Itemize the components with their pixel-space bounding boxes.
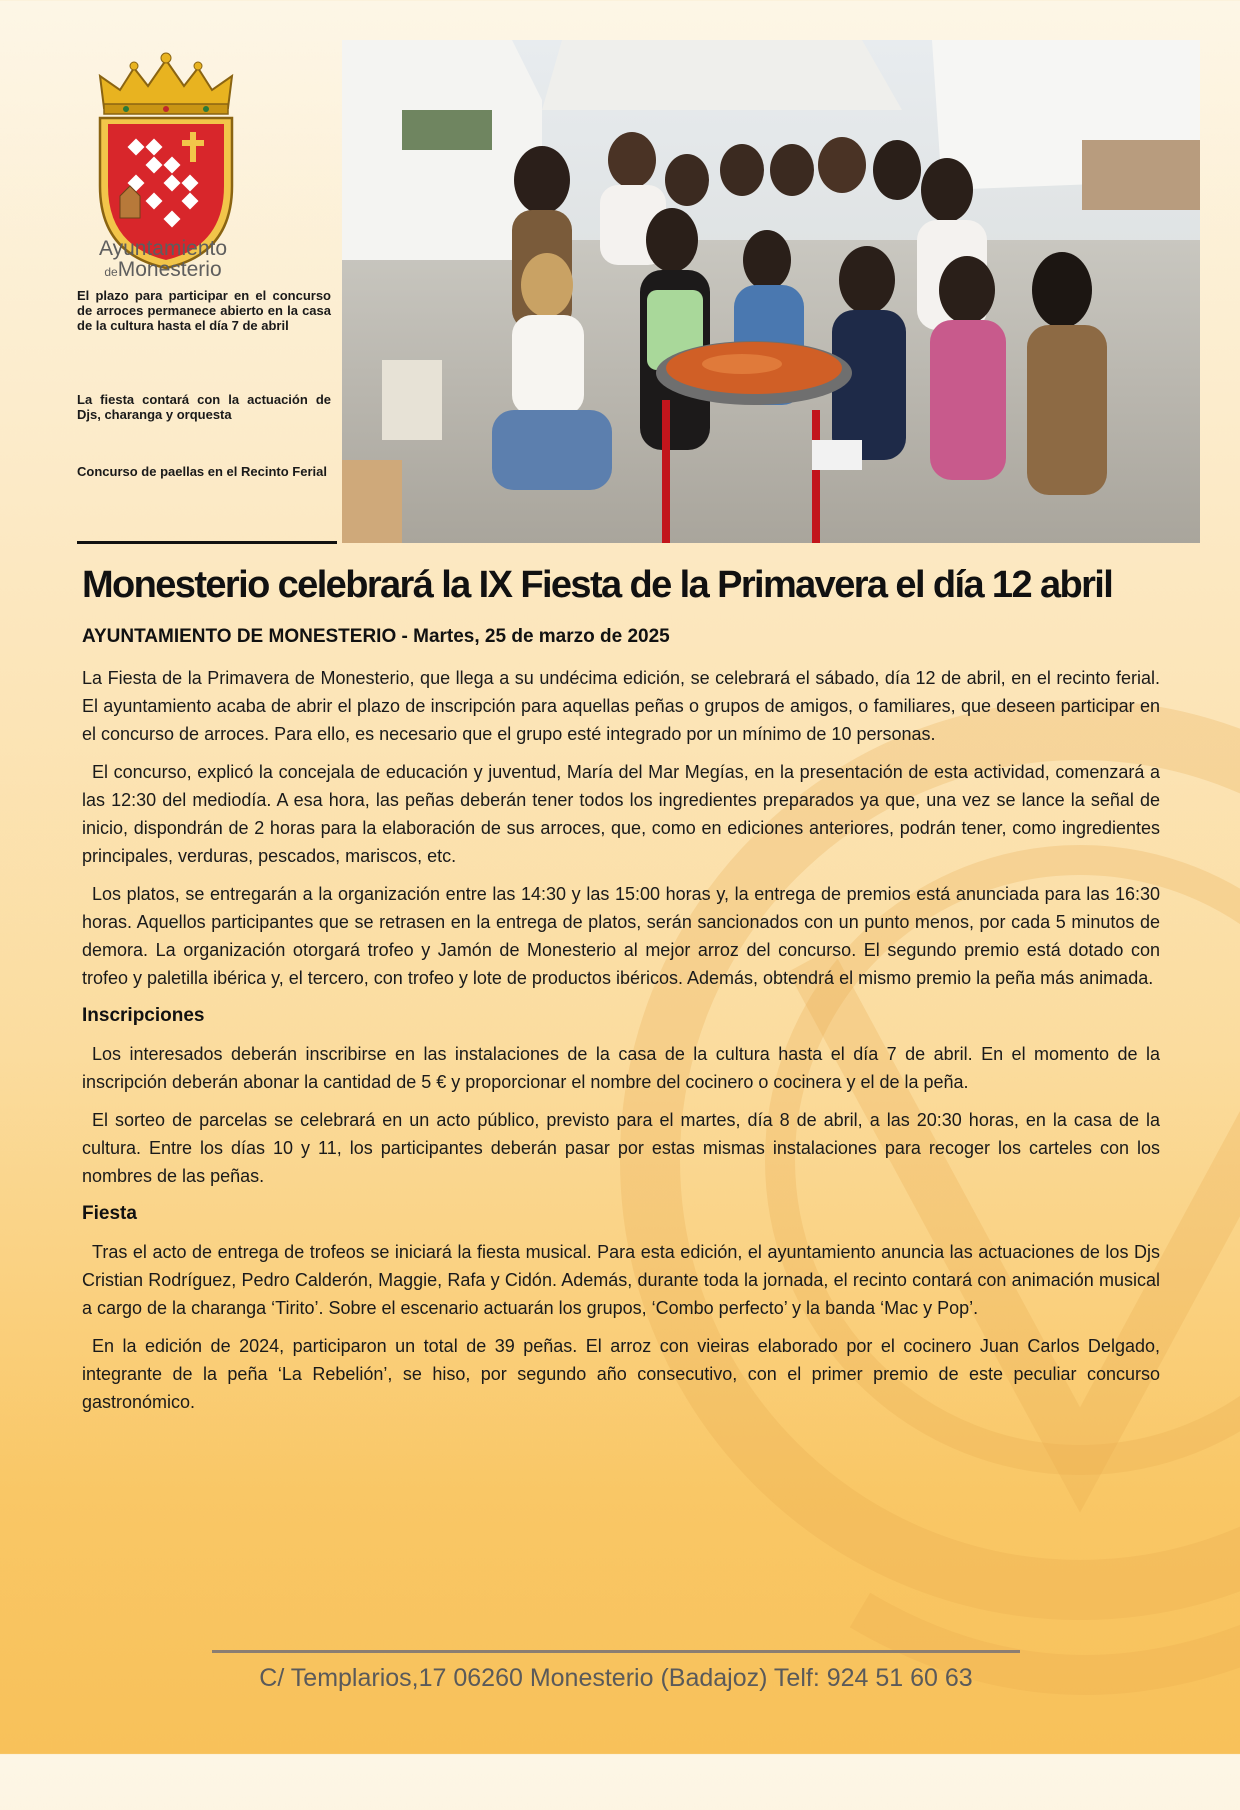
article-headline: Monesterio celebrará la IX Fiesta de la Primavera el día 12 abril (82, 564, 1113, 606)
logo-caption-line1: Ayuntamiento (98, 237, 228, 260)
fiesta-paragraph-1: Tras el acto de entrega de trofeos se iniciará la fiesta musical. Para esta edición, el ayuntamiento anuncia las actuaciones de los Djs Cristian Rodríguez, Pedro Calderón, Maggie, Rafa y Cidón. Además, durante toda la jornada, el recinto contará con animación musical a cargo de la charanga ‘Tirito’. Sobre el escenario actuarán los grupos, ‘Combo perfecto’ y la banda ‘Mac y Pop’. (82, 1242, 1160, 1318)
inscripciones-paragraph-2: El sorteo de parcelas se celebrará en un acto público, previsto para el martes, día 8 de abril, a las 20:30 horas, en la casa de la cultura. Entre los días 10 y 11, los participantes deberán pasar por estas mismas instalaciones para recoger los carteles con los nombres de las peñas. (82, 1110, 1160, 1186)
article-byline: AYUNTAMIENTO DE MONESTERIO - Martes, 25 de marzo de 2025 (82, 626, 670, 647)
inscripciones-paragraph-1: Los interesados deberán inscribirse en las instalaciones de la casa de la cultura hasta el día 7 de abril. En el momento de la inscripción deberán abonar la cantidad de 5 € y proporcionar el nombre del cocinero o cocinera y el de la peña. (82, 1044, 1160, 1092)
fiesta-paragraph-2: En la edición de 2024, participaron un total de 39 peñas. El arroz con vieiras elaborado por el cocinero Juan Carlos Delgado, integrante de la peña ‘La Rebelión’, se hiso, por segundo año consecutivo, con el primer premio de este peculiar concurso gastronómico. (82, 1336, 1160, 1412)
event-photo (342, 40, 1200, 543)
footer-divider (212, 1650, 1020, 1653)
logo-caption (78, 238, 248, 280)
article-paragraph-1: La Fiesta de la Primavera de Monesterio, que llega a su undécima edición, se celebrará el sábado, día 12 de abril, en el recinto ferial. El ayuntamiento acaba de abrir el plazo de inscripción para aquellas peñas o grupos de amigos, o familiares, que deseen participar en el concurso de arroces. Para ello, es necesario que el grupo esté integrado por un mínimo de 10 personas. (82, 668, 1160, 744)
sidebar-note-3: Concurso de paellas en el Recinto Ferial (77, 464, 327, 479)
sidebar-divider (77, 541, 337, 544)
sidebar-note-2: La fiesta contará con la actuación de Djs, charanga y orquesta (77, 392, 331, 422)
section-heading-fiesta: Fiesta (82, 1203, 137, 1224)
article-body (82, 664, 1160, 1426)
footer-address: C/ Templarios,17 06260 Monesterio (Badajoz) Telf: 924 51 60 63 (259, 1664, 973, 1692)
sidebar-note-1: El plazo para participar en el concurso de arroces permanece abierto en la casa de la cultura hasta el día 7 de abril (77, 288, 331, 333)
crown-icon (100, 53, 232, 114)
article-paragraph-3: Los platos, se entregarán a la organización entre las 14:30 y las 15:00 horas y, la entrega de premios está anunciada para las 16:30 horas. Aquellos participantes que se retrasen en la entrega de platos, serán sancionados con un punto menos, por cada 5 minutos de demora. La organización otorgará trofeo y Jamón de Monesterio al mejor arroz del concurso. El segundo premio está dotado con trofeo y paletilla ibérica y, el tercero, con trofeo y lote de productos ibéricos. Además, obtendrá el mismo premio la peña más animada. (82, 884, 1160, 988)
logo-caption-prefix: de (104, 265, 118, 279)
article-paragraph-2: El concurso, explicó la concejala de educación y juventud, María del Mar Megías, en la presentación de esta actividad, comenzará a las 12:30 del mediodía. A esa hora, las peñas deberán tener todos los ingredientes preparados ya que, una vez se lance la señal de inicio, dispondrán de 2 horas para la elaboración de sus arroces, que, como en ediciones anteriores, podrán tener, como ingredientes principales, verduras, pescados, mariscos, etc. (82, 762, 1160, 866)
logo-caption-line2: Monesterio (117, 258, 222, 281)
section-heading-inscripciones: Inscripciones (82, 1005, 205, 1026)
